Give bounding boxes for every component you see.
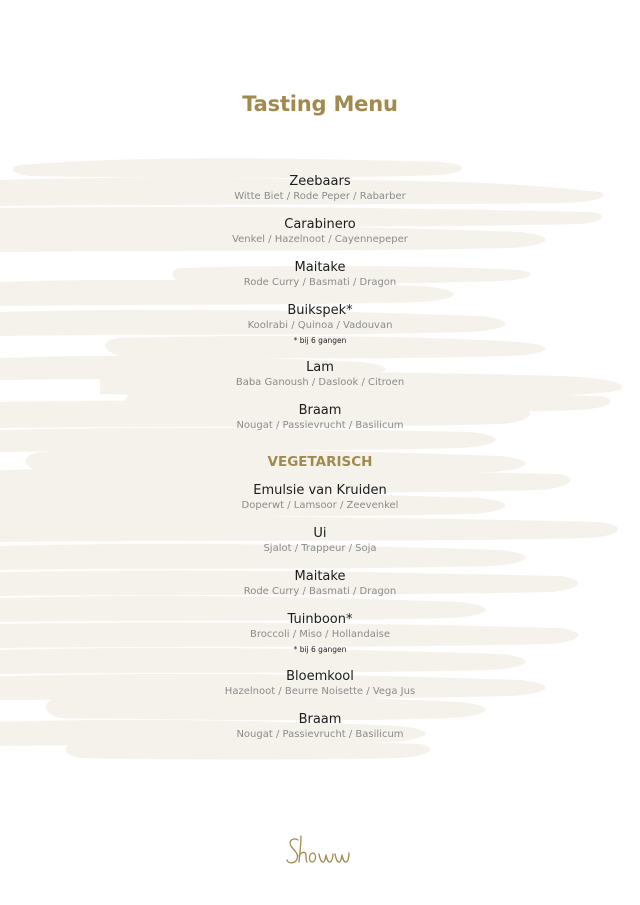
dish-name: Emulsie van Kruiden xyxy=(253,483,387,498)
dish-item xyxy=(0,711,640,742)
dish-item xyxy=(0,173,640,204)
dish-item xyxy=(0,568,640,599)
dish-description: Nougat / Passievrucht / Basilicum xyxy=(236,420,404,431)
dish-item xyxy=(0,216,640,247)
signature-logo xyxy=(0,832,640,876)
dish-description: Rode Curry / Basmati / Dragon xyxy=(243,277,397,288)
dish-description: Nougat / Passievrucht / Basilicum xyxy=(236,729,404,740)
menu-list xyxy=(0,173,640,742)
dish-description: Doperwt / Lamsoor / Zeevenkel xyxy=(241,500,399,511)
dish-name: Lam xyxy=(306,360,334,375)
dish-description: Broccoli / Miso / Hollandaise xyxy=(249,629,390,640)
dish-name: Buikspek* xyxy=(287,303,353,318)
dish-item xyxy=(0,359,640,390)
dish-description: Rode Curry / Basmati / Dragon xyxy=(243,586,397,597)
dish-name: Maitake xyxy=(294,260,346,275)
dish-item xyxy=(0,302,640,347)
dish-description: Hazelnoot / Beurre Noisette / Vega Jus xyxy=(224,686,416,697)
dish-name: Tuinboon* xyxy=(287,612,353,627)
dish-description: Baba Ganoush / Daslook / Citroen xyxy=(235,377,405,388)
dish-item xyxy=(0,482,640,513)
dish-description: Sjalot / Trappeur / Soja xyxy=(263,543,377,554)
dish-item xyxy=(0,525,640,556)
dish-description: Witte Biet / Rode Peper / Rabarber xyxy=(234,191,406,202)
dish-description: Koolrabi / Quinoa / Vadouvan xyxy=(247,320,393,331)
dish-name: Maitake xyxy=(294,569,346,584)
dish-item xyxy=(0,611,640,656)
dish-name: Carabinero xyxy=(284,217,356,232)
dish-name: Zeebaars xyxy=(289,174,351,189)
dish-note: * bij 6 gangen xyxy=(293,645,347,654)
dish-name: Ui xyxy=(313,526,327,541)
signature-logo-icon xyxy=(284,832,356,872)
dish-name: Braam xyxy=(298,403,342,418)
dish-name: Braam xyxy=(298,712,342,727)
menu-title: Tasting Menu xyxy=(242,92,398,116)
dish-description: Venkel / Hazelnoot / Cayennepeper xyxy=(232,234,408,245)
dish-item xyxy=(0,668,640,699)
dish-item xyxy=(0,402,640,433)
section-heading-vegetarian: VEGETARISCH xyxy=(267,454,373,470)
dish-name: Bloemkool xyxy=(286,669,354,684)
dish-item xyxy=(0,259,640,290)
dish-note: * bij 6 gangen xyxy=(293,336,347,345)
